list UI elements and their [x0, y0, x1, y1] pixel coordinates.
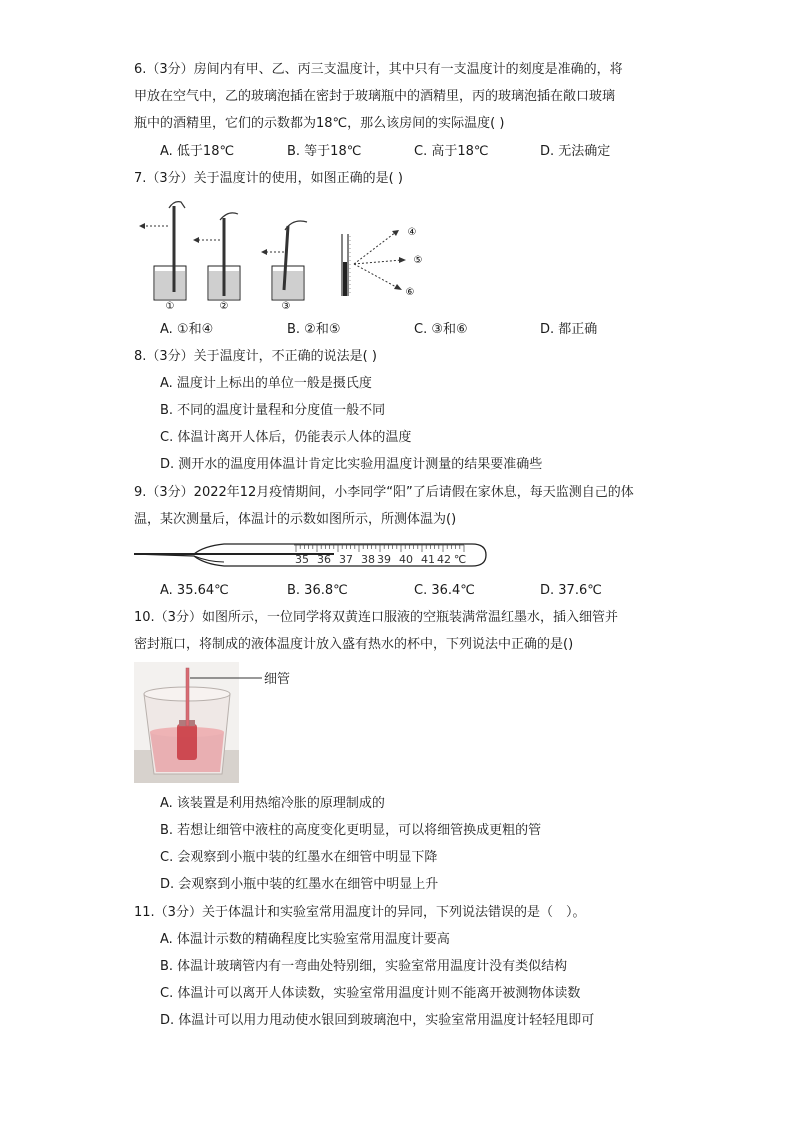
beaker-1 [139, 202, 186, 312]
q7-option-d: D. 都正确 [540, 322, 598, 337]
q6-option-c: C. 高于18℃ [414, 144, 489, 159]
q10-stem-line-1: 10.（3分）如图所示，一位同学将双黄连口服液的空瓶装满常温红墨水，插入细管并 [134, 610, 618, 625]
scale-number-40: 40 [399, 553, 413, 566]
clinical-thermometer-figure [134, 538, 492, 572]
q7-stem: 7.（3分）关于温度计的使用，如图正确的是( ) [134, 171, 403, 186]
q9-option-a: A. 35.64℃ [160, 583, 229, 598]
tube-label: 细管 [264, 672, 291, 687]
scale-number-37: 37 [339, 553, 353, 566]
q7-figure [134, 196, 434, 314]
figure-label-3: ③ [281, 301, 291, 312]
q8-stem: 8.（3分）关于温度计，不正确的说法是( ) [134, 349, 377, 364]
q10-stem-line-2: 密封瓶口，将制成的液体温度计放入盛有热水的杯中，下列说法中正确的是() [134, 637, 574, 652]
q10-option-a: A. 该装置是利用热缩冷胀的原理制成的 [160, 796, 385, 811]
q11-stem: 11.（3分）关于体温计和实验室常用温度计的异同，下列说法错误的是（ ）。 [134, 905, 586, 920]
figure-label-5: ⑤ [413, 255, 423, 266]
q6-stem-line-1: 6.（3分）房间内有甲、乙、丙三支温度计，其中只有一支温度计的刻度是准确的，将 [134, 62, 623, 77]
beaker-2 [193, 213, 240, 312]
q7-option-b: B. ②和⑤ [287, 322, 341, 337]
figure-label-2: ② [219, 301, 229, 312]
q8-option-d: D. 测开水的温度用体温计肯定比实验用温度计测量的结果要准确些 [160, 457, 543, 472]
scale-unit: ℃ [453, 553, 467, 566]
q6-option-b: B. 等于18℃ [287, 144, 362, 159]
q8-option-a: A. 温度计上标出的单位一般是摄氏度 [160, 376, 372, 391]
q8-option-c: C. 体温计离开人体后，仍能表示人体的温度 [160, 430, 412, 445]
figure-label-6: ⑥ [405, 287, 415, 298]
scale-number-36: 36 [317, 553, 331, 566]
q9-option-b: B. 36.8℃ [287, 583, 348, 598]
q11-option-c: C. 体温计可以离开人体读数，实验室常用温度计则不能离开被测物体读数 [160, 986, 581, 1001]
thermometer-reading-diagram [342, 227, 422, 298]
beaker-3 [261, 221, 307, 312]
scale-numbers [295, 553, 466, 566]
q9-stem-line-1: 9.（3分）2022年12月疫情期间，小李同学“阳”了后请假在家休息，每天监测自己的体 [134, 485, 634, 500]
scale-number-35: 35 [295, 553, 309, 566]
q9-option-c: C. 36.4℃ [414, 583, 475, 598]
scale-number-39: 39 [377, 553, 391, 566]
q10-option-d: D. 会观察到小瓶中装的红墨水在细管中明显上升 [160, 877, 439, 892]
q11-option-b: B. 体温计玻璃管内有一弯曲处特别细，实验室常用温度计没有类似结构 [160, 959, 568, 974]
scale-number-38: 38 [361, 553, 375, 566]
q8-option-b: B. 不同的温度计量程和分度值一般不同 [160, 403, 386, 418]
q7-option-a: A. ①和④ [160, 322, 214, 337]
scale-number-42: 42 [437, 553, 451, 566]
q6-stem-line-2: 甲放在空气中，乙的玻璃泡插在密封于玻璃瓶中的酒精里，丙的玻璃泡插在敞口玻璃 [134, 89, 616, 104]
q6-stem-line-3: 瓶中的酒精里，它们的示数都为18℃，那么该房间的实际温度( ) [134, 116, 505, 131]
q7-option-c: C. ③和⑥ [414, 322, 468, 337]
q11-option-d: D. 体温计可以用力甩动使水银回到玻璃泡中，实验室常用温度计轻轻甩即可 [160, 1013, 595, 1028]
q11-option-a: A. 体温计示数的精确程度比实验室常用温度计要高 [160, 932, 450, 947]
q9-option-d: D. 37.6℃ [540, 583, 602, 598]
q9-stem-line-2: 温，某次测量后，体温计的示数如图所示，所测体温为() [134, 512, 457, 527]
scale-number-41: 41 [421, 553, 435, 566]
q10-option-b: B. 若想让细管中液柱的高度变化更明显，可以将细管换成更粗的管 [160, 823, 542, 838]
figure-label-1: ① [165, 301, 175, 312]
liquid-thermometer-photo [134, 662, 304, 784]
figure-label-4: ④ [407, 227, 417, 238]
q6-option-d: D. 无法确定 [540, 144, 611, 159]
q6-option-a: A. 低于18℃ [160, 144, 235, 159]
q10-option-c: C. 会观察到小瓶中装的红墨水在细管中明显下降 [160, 850, 438, 865]
